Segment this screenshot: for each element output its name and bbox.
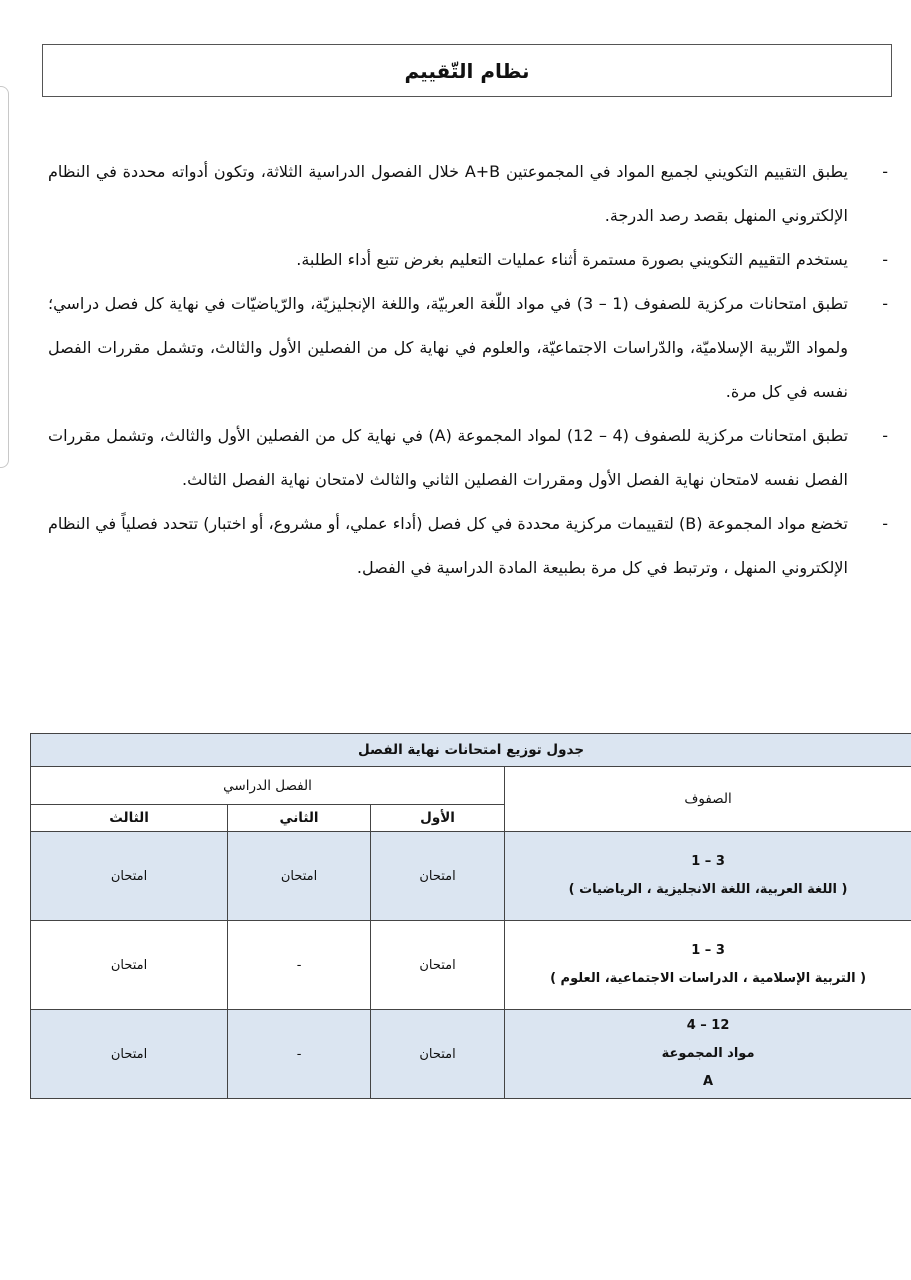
exam-cell: امتحان [371, 921, 505, 1010]
table-row [31, 921, 911, 1010]
bullet-text: تطبق امتحانات مركزية للصفوف (4 – 12) لمواد المجموعة (A) في نهاية كل من الفصلين الأول والثالث، وتشمل مقررات الفصل نفسه لامتحان نهاية الفصل الأول ومقررات الفصلين الثاني والثالث لامتحان نهاية الفصل الثالث. [48, 426, 849, 489]
page-title: نظام التّقييم [404, 58, 530, 83]
bullet-item [48, 150, 888, 238]
left-edge-bracket [0, 86, 9, 468]
title-box [42, 44, 892, 97]
bullet-item [48, 502, 888, 590]
bullet-item [48, 238, 888, 282]
grade-range: 3 – 1 [691, 943, 725, 958]
bullet-dash: - [882, 426, 888, 445]
grades-header: الصفوف [505, 767, 911, 832]
exam-cell: امتحان [31, 832, 228, 921]
term-header-first: الأول [371, 805, 505, 832]
bullet-item [48, 282, 888, 414]
table-header-row [31, 767, 911, 805]
grade-subjects: ( التربية الإسلامية ، الدراسات الاجتماعية، العلوم ) [550, 971, 867, 986]
bullet-list [48, 150, 888, 590]
table-row [31, 832, 911, 921]
term-header-third: الثالث [31, 805, 228, 832]
bullet-dash: - [882, 514, 888, 533]
exam-distribution-table [30, 733, 911, 1099]
grade-subjects: مواد المجموعة [661, 1046, 755, 1061]
grade-subjects: ( اللغة العربية، اللغة الانجليزية ، الرياضيات ) [568, 882, 848, 897]
bullet-dash: - [882, 250, 888, 269]
semester-header: الفصل الدراسي [31, 767, 505, 805]
grade-cell [505, 1010, 911, 1099]
bullet-text: يطبق التقييم التكويني لجميع المواد في المجموعتين A+B خلال الفصول الدراسية الثلاثة، وتكون أدواته محددة في النظام الإلكتروني المنهل بقصد رصد الدرجة. [48, 162, 849, 225]
bullet-dash: - [882, 162, 888, 181]
bullet-text: تخضع مواد المجموعة (B) لتقييمات مركزية محددة في كل فصل (أداء عملي، أو مشروع، أو اختبار) تتحدد فصلياً في النظام الإلكتروني المنهل ، وترتبط في كل مرة بطبيعة المادة الدراسية في الفصل. [48, 514, 848, 577]
grade-range: 12 – 4 [686, 1018, 730, 1033]
grade-cell [505, 921, 911, 1010]
table-row [31, 1010, 911, 1099]
exam-cell: امتحان [371, 1010, 505, 1099]
exam-cell: امتحان [228, 832, 371, 921]
table-caption-row [31, 734, 911, 767]
bullet-item [48, 414, 888, 502]
bullet-text: يستخدم التقييم التكويني بصورة مستمرة أثناء عمليات التعليم بغرض تتبع أداء الطلبة. [296, 250, 848, 269]
bullet-dash: - [882, 294, 888, 313]
grade-range: 3 – 1 [691, 854, 725, 869]
grade-cell [505, 832, 911, 921]
term-header-second: الثاني [228, 805, 371, 832]
grade-group-letter: A [703, 1074, 714, 1089]
exam-cell: امتحان [31, 921, 228, 1010]
exam-cell: - [228, 921, 371, 1010]
bullet-text: تطبق امتحانات مركزية للصفوف (1 – 3) في مواد اللّغة العربيّة، واللغة الإنجليزيّة، والرّياضيّات في نهاية كل فصل دراسي؛ ولمواد التّربية الإسلاميّة، والدّراسات الاجتماعيّة، والعلوم في نهاية كل من الفصلين الأول والثالث، وتشمل مقررات الفصل نفسه في كل مرة. [48, 294, 848, 401]
table-caption: جدول توزيع امتحانات نهاية الفصل [31, 734, 911, 767]
exam-cell: امتحان [371, 832, 505, 921]
exam-cell: - [228, 1010, 371, 1099]
exam-cell: امتحان [31, 1010, 228, 1099]
